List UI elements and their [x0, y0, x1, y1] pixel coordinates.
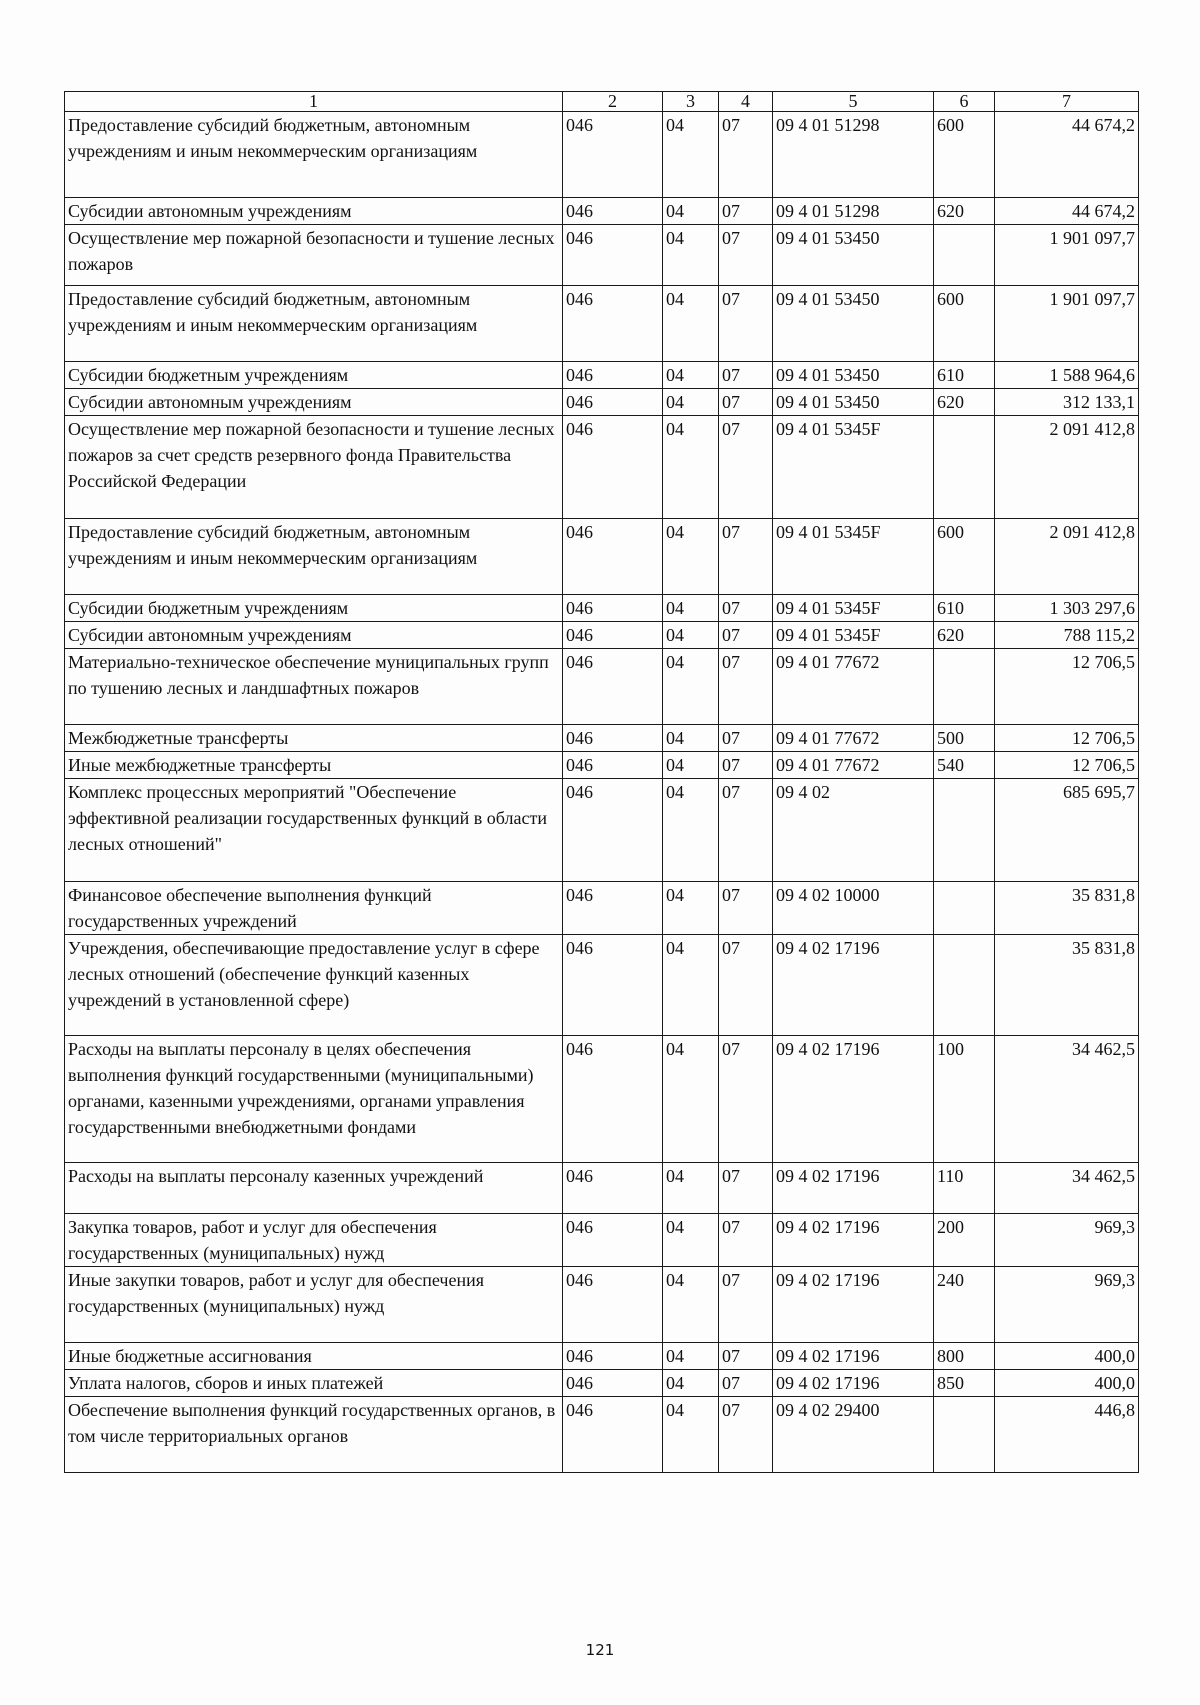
row-amount-cell: 44 674,2 [995, 198, 1139, 225]
row-target-article-cell: 09 4 01 53450 [773, 225, 934, 286]
row-admin-code-cell: 046 [563, 935, 663, 1036]
row-expense-type-cell [934, 882, 995, 935]
page-number: 121 [585, 1641, 615, 1659]
row-subsection-cell: 07 [719, 752, 773, 779]
row-expense-type-cell [934, 1397, 995, 1473]
table-row [65, 1343, 1139, 1370]
row-amount-cell: 2 091 412,8 [995, 416, 1139, 519]
table-row [65, 752, 1139, 779]
column-header: 4 [719, 92, 773, 112]
row-subsection-cell: 07 [719, 519, 773, 595]
row-admin-code-cell: 046 [563, 752, 663, 779]
row-section-cell: 04 [663, 1214, 719, 1267]
row-expense-type-cell [934, 416, 995, 519]
table-row [65, 1214, 1139, 1267]
table-row [65, 595, 1139, 622]
row-admin-code-cell: 046 [563, 198, 663, 225]
row-section-cell: 04 [663, 416, 719, 519]
row-target-article-cell: 09 4 01 5345F [773, 416, 934, 519]
row-amount-cell: 1 303 297,6 [995, 595, 1139, 622]
row-amount-cell: 788 115,2 [995, 622, 1139, 649]
column-header: 3 [663, 92, 719, 112]
row-subsection-cell: 07 [719, 882, 773, 935]
row-target-article-cell: 09 4 02 17196 [773, 935, 934, 1036]
row-subsection-cell: 07 [719, 1397, 773, 1473]
row-section-cell: 04 [663, 389, 719, 416]
column-header: 2 [563, 92, 663, 112]
row-section-cell: 04 [663, 1343, 719, 1370]
row-name-cell: Обеспечение выполнения функций государственных органов, в том числе территориальных органов [65, 1397, 563, 1473]
row-target-article-cell: 09 4 01 5345F [773, 622, 934, 649]
row-subsection-cell: 07 [719, 779, 773, 882]
row-expense-type-cell: 540 [934, 752, 995, 779]
table-row [65, 112, 1139, 198]
table-row [65, 286, 1139, 362]
row-subsection-cell: 07 [719, 112, 773, 198]
row-expense-type-cell: 620 [934, 389, 995, 416]
row-name-cell: Учреждения, обеспечивающие предоставление услуг в сфере лесных отношений (обеспечение функций казенных учреждений в установленной сфере) [65, 935, 563, 1036]
row-target-article-cell: 09 4 01 77672 [773, 752, 934, 779]
row-target-article-cell: 09 4 02 10000 [773, 882, 934, 935]
table-row [65, 1267, 1139, 1343]
row-amount-cell: 685 695,7 [995, 779, 1139, 882]
column-header: 5 [773, 92, 934, 112]
row-admin-code-cell: 046 [563, 1397, 663, 1473]
row-amount-cell: 1 901 097,7 [995, 225, 1139, 286]
row-target-article-cell: 09 4 02 17196 [773, 1267, 934, 1343]
table-row [65, 389, 1139, 416]
row-amount-cell: 12 706,5 [995, 725, 1139, 752]
row-expense-type-cell: 600 [934, 519, 995, 595]
row-section-cell: 04 [663, 752, 719, 779]
row-amount-cell: 44 674,2 [995, 112, 1139, 198]
row-expense-type-cell: 500 [934, 725, 995, 752]
row-name-cell: Уплата налогов, сборов и иных платежей [65, 1370, 563, 1397]
row-expense-type-cell [934, 779, 995, 882]
table-row [65, 882, 1139, 935]
row-admin-code-cell: 046 [563, 519, 663, 595]
row-expense-type-cell: 200 [934, 1214, 995, 1267]
row-target-article-cell: 09 4 02 17196 [773, 1343, 934, 1370]
row-amount-cell: 969,3 [995, 1214, 1139, 1267]
row-section-cell: 04 [663, 622, 719, 649]
row-admin-code-cell: 046 [563, 1163, 663, 1214]
row-target-article-cell: 09 4 01 53450 [773, 389, 934, 416]
table-row [65, 1036, 1139, 1163]
row-admin-code-cell: 046 [563, 389, 663, 416]
row-name-cell: Субсидии автономным учреждениям [65, 389, 563, 416]
table-row [65, 622, 1139, 649]
row-name-cell: Межбюджетные трансферты [65, 725, 563, 752]
row-target-article-cell: 09 4 01 53450 [773, 286, 934, 362]
row-section-cell: 04 [663, 519, 719, 595]
row-expense-type-cell: 600 [934, 286, 995, 362]
row-expense-type-cell: 620 [934, 622, 995, 649]
row-amount-cell: 400,0 [995, 1343, 1139, 1370]
row-name-cell: Предоставление субсидий бюджетным, автономным учреждениям и иным некоммерческим организациям [65, 286, 563, 362]
row-name-cell: Иные закупки товаров, работ и услуг для обеспечения государственных (муниципальных) нужд [65, 1267, 563, 1343]
row-subsection-cell: 07 [719, 935, 773, 1036]
row-admin-code-cell: 046 [563, 1214, 663, 1267]
row-admin-code-cell: 046 [563, 1267, 663, 1343]
row-target-article-cell: 09 4 02 17196 [773, 1163, 934, 1214]
row-target-article-cell: 09 4 01 51298 [773, 198, 934, 225]
row-expense-type-cell [934, 935, 995, 1036]
row-name-cell: Предоставление субсидий бюджетным, автономным учреждениям и иным некоммерческим организациям [65, 519, 563, 595]
row-expense-type-cell [934, 225, 995, 286]
row-subsection-cell: 07 [719, 1343, 773, 1370]
table-row [65, 725, 1139, 752]
row-expense-type-cell [934, 649, 995, 725]
row-expense-type-cell: 610 [934, 362, 995, 389]
row-subsection-cell: 07 [719, 416, 773, 519]
row-subsection-cell: 07 [719, 389, 773, 416]
row-admin-code-cell: 046 [563, 595, 663, 622]
row-admin-code-cell: 046 [563, 649, 663, 725]
row-target-article-cell: 09 4 02 [773, 779, 934, 882]
row-subsection-cell: 07 [719, 198, 773, 225]
table-row [65, 416, 1139, 519]
column-number-row [65, 92, 1139, 112]
row-subsection-cell: 07 [719, 1163, 773, 1214]
row-section-cell: 04 [663, 286, 719, 362]
row-target-article-cell: 09 4 01 53450 [773, 362, 934, 389]
row-admin-code-cell: 046 [563, 779, 663, 882]
row-name-cell: Расходы на выплаты персоналу в целях обеспечения выполнения функций государственными (муниципальными) органами, казенными учреждениями, органами управления государственными внебюджетными фондами [65, 1036, 563, 1163]
table-row [65, 362, 1139, 389]
column-header: 1 [65, 92, 563, 112]
row-amount-cell: 2 091 412,8 [995, 519, 1139, 595]
row-name-cell: Субсидии автономным учреждениям [65, 622, 563, 649]
row-section-cell: 04 [663, 1267, 719, 1343]
row-expense-type-cell: 620 [934, 198, 995, 225]
row-name-cell: Комплекс процессных мероприятий "Обеспечение эффективной реализации государственных функций в области лесных отношений" [65, 779, 563, 882]
row-section-cell: 04 [663, 882, 719, 935]
row-name-cell: Субсидии бюджетным учреждениям [65, 595, 563, 622]
row-target-article-cell: 09 4 02 17196 [773, 1370, 934, 1397]
row-subsection-cell: 07 [719, 362, 773, 389]
row-section-cell: 04 [663, 1163, 719, 1214]
row-subsection-cell: 07 [719, 1036, 773, 1163]
row-admin-code-cell: 046 [563, 1343, 663, 1370]
row-admin-code-cell: 046 [563, 112, 663, 198]
row-amount-cell: 35 831,8 [995, 882, 1139, 935]
column-header: 7 [995, 92, 1139, 112]
row-amount-cell: 400,0 [995, 1370, 1139, 1397]
row-name-cell: Закупка товаров, работ и услуг для обеспечения государственных (муниципальных) нужд [65, 1214, 563, 1267]
table-row [65, 1397, 1139, 1473]
row-name-cell: Осуществление мер пожарной безопасности и тушение лесных пожаров [65, 225, 563, 286]
row-section-cell: 04 [663, 595, 719, 622]
row-subsection-cell: 07 [719, 595, 773, 622]
row-expense-type-cell: 110 [934, 1163, 995, 1214]
row-admin-code-cell: 046 [563, 416, 663, 519]
budget-table [64, 91, 1139, 1473]
row-admin-code-cell: 046 [563, 1370, 663, 1397]
row-amount-cell: 35 831,8 [995, 935, 1139, 1036]
row-target-article-cell: 09 4 01 77672 [773, 649, 934, 725]
row-name-cell: Предоставление субсидий бюджетным, автономным учреждениям и иным некоммерческим организациям [65, 112, 563, 198]
row-section-cell: 04 [663, 725, 719, 752]
row-section-cell: 04 [663, 779, 719, 882]
row-subsection-cell: 07 [719, 622, 773, 649]
row-subsection-cell: 07 [719, 225, 773, 286]
row-name-cell: Расходы на выплаты персоналу казенных учреждений [65, 1163, 563, 1214]
row-name-cell: Иные межбюджетные трансферты [65, 752, 563, 779]
row-target-article-cell: 09 4 01 5345F [773, 519, 934, 595]
row-amount-cell: 312 133,1 [995, 389, 1139, 416]
row-amount-cell: 12 706,5 [995, 752, 1139, 779]
row-section-cell: 04 [663, 935, 719, 1036]
row-expense-type-cell: 240 [934, 1267, 995, 1343]
row-amount-cell: 969,3 [995, 1267, 1139, 1343]
row-amount-cell: 34 462,5 [995, 1163, 1139, 1214]
row-amount-cell: 12 706,5 [995, 649, 1139, 725]
row-subsection-cell: 07 [719, 286, 773, 362]
table-row [65, 1163, 1139, 1214]
row-section-cell: 04 [663, 1036, 719, 1163]
table-row [65, 779, 1139, 882]
row-admin-code-cell: 046 [563, 1036, 663, 1163]
row-admin-code-cell: 046 [563, 362, 663, 389]
row-name-cell: Иные бюджетные ассигнования [65, 1343, 563, 1370]
row-section-cell: 04 [663, 225, 719, 286]
row-subsection-cell: 07 [719, 1370, 773, 1397]
row-target-article-cell: 09 4 02 17196 [773, 1214, 934, 1267]
row-section-cell: 04 [663, 362, 719, 389]
row-target-article-cell: 09 4 01 77672 [773, 725, 934, 752]
row-amount-cell: 1 901 097,7 [995, 286, 1139, 362]
row-name-cell: Материально-техническое обеспечение муниципальных групп по тушению лесных и ландшафтных пожаров [65, 649, 563, 725]
row-admin-code-cell: 046 [563, 725, 663, 752]
row-name-cell: Финансовое обеспечение выполнения функций государственных учреждений [65, 882, 563, 935]
row-admin-code-cell: 046 [563, 882, 663, 935]
table-row [65, 649, 1139, 725]
row-name-cell: Осуществление мер пожарной безопасности и тушение лесных пожаров за счет средств резервного фонда Правительства Российской Федерации [65, 416, 563, 519]
row-name-cell: Субсидии автономным учреждениям [65, 198, 563, 225]
row-admin-code-cell: 046 [563, 622, 663, 649]
row-name-cell: Субсидии бюджетным учреждениям [65, 362, 563, 389]
row-expense-type-cell: 600 [934, 112, 995, 198]
row-subsection-cell: 07 [719, 1267, 773, 1343]
row-admin-code-cell: 046 [563, 286, 663, 362]
column-header: 6 [934, 92, 995, 112]
table-row [65, 1370, 1139, 1397]
row-amount-cell: 1 588 964,6 [995, 362, 1139, 389]
table-row [65, 519, 1139, 595]
row-target-article-cell: 09 4 02 17196 [773, 1036, 934, 1163]
row-amount-cell: 34 462,5 [995, 1036, 1139, 1163]
row-subsection-cell: 07 [719, 649, 773, 725]
table-row [65, 935, 1139, 1036]
row-subsection-cell: 07 [719, 1214, 773, 1267]
row-admin-code-cell: 046 [563, 225, 663, 286]
table-row [65, 225, 1139, 286]
row-section-cell: 04 [663, 112, 719, 198]
row-amount-cell: 446,8 [995, 1397, 1139, 1473]
row-section-cell: 04 [663, 1370, 719, 1397]
row-expense-type-cell: 610 [934, 595, 995, 622]
row-target-article-cell: 09 4 02 29400 [773, 1397, 934, 1473]
row-subsection-cell: 07 [719, 725, 773, 752]
row-expense-type-cell: 800 [934, 1343, 995, 1370]
row-section-cell: 04 [663, 1397, 719, 1473]
row-section-cell: 04 [663, 649, 719, 725]
row-expense-type-cell: 850 [934, 1370, 995, 1397]
row-target-article-cell: 09 4 01 51298 [773, 112, 934, 198]
row-section-cell: 04 [663, 198, 719, 225]
row-target-article-cell: 09 4 01 5345F [773, 595, 934, 622]
row-expense-type-cell: 100 [934, 1036, 995, 1163]
table-row [65, 198, 1139, 225]
table-body [65, 92, 1139, 1473]
